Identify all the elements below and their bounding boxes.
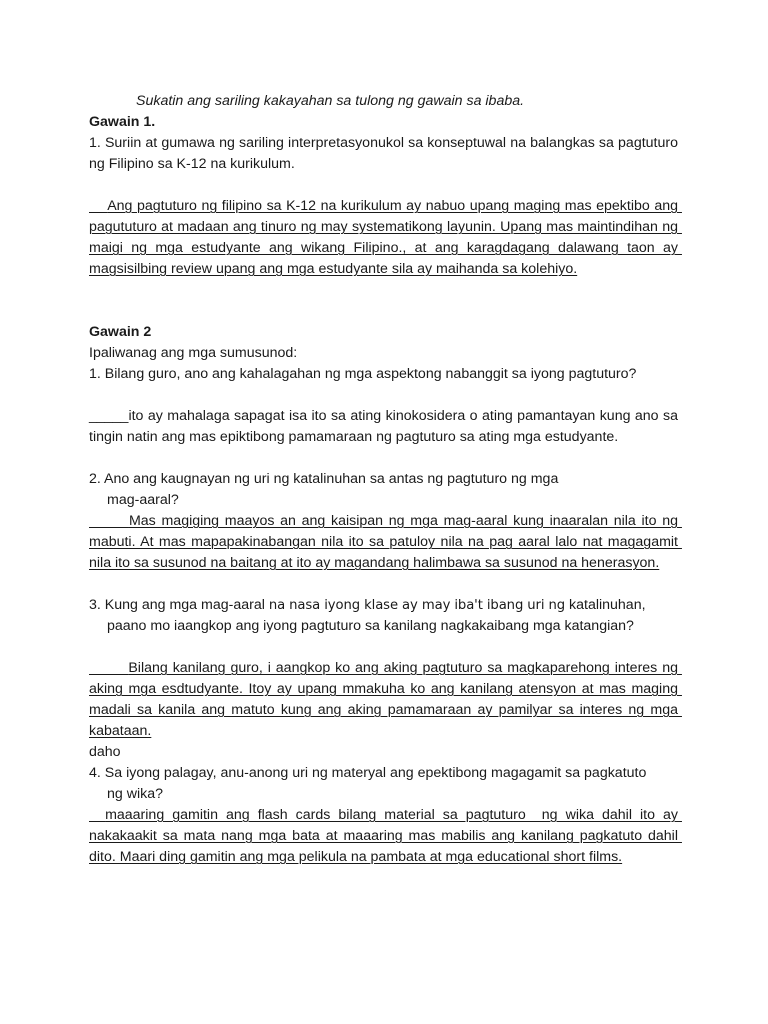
gawain2-question-2-line1: 2. Ano ang kaugnayan ng uri ng katalinuhan sa antas ng pagtuturo ng mga bbox=[89, 471, 559, 487]
gawain2-question-4-line1: 4. Sa iyong palagay, anu-anong uri ng materyal ang epektibong magagamit sa pagkatuto bbox=[89, 765, 647, 781]
gawain2-question-3-line1 bbox=[89, 595, 678, 616]
q3-part3: katalinuhan, bbox=[565, 597, 646, 613]
gawain2-instruction: Ipaliwanag ang mga sumusunod: bbox=[89, 345, 298, 361]
gawain2-question-4-line2: ng wika? bbox=[107, 786, 163, 802]
gawain1-answer-text: Ang pagtuturo ng filipino sa K-12 na kurikulum ay nabuo upang maging mas epektibo ang pagututuro at madaan ang tinuro ng may systematikong layunin. Upang mas maintindihan ng maigi ng mga estudyante ang wikang Filipino., at ang karagdagang dalawang taon ay magsisilbing review upang ang mga estudyante sila ay maihanda sa kolehiyo. bbox=[89, 198, 682, 277]
gawain2-question-2-line2: mag-aaral? bbox=[107, 492, 179, 508]
gawain2-question-1: 1. Bilang guro, ano ang kahalagahan ng mga aspektong nabanggit sa iyong pagtuturo? bbox=[89, 366, 637, 382]
gawain2-answer-3 bbox=[89, 658, 682, 742]
gawain2-question-3-line2: paano mo iaangkop ang iyong pagtuturo sa kanilang nagkakaibang mga katangian? bbox=[107, 618, 634, 634]
document-page bbox=[89, 91, 682, 868]
gawain2-answer-1: _____ito ay mahalaga sapagat isa ito sa ating kinokosidera o ating pamantayan kung ano sa tingin natin ang mas epiktibong pamamaraan ng pagtuturo sa ating mga estudyante. bbox=[89, 408, 678, 445]
gawain2-heading: Gawain 2 bbox=[89, 324, 152, 340]
q3-part2: na nasa iyong klase ay may iba't ibang uri ng bbox=[268, 598, 566, 613]
gawain1-answer bbox=[89, 196, 682, 280]
gawain1-question: 1. Suriin at gumawa ng sariling interpretasyonukol sa konseptuwal na balangkas sa pagtuturo ng Filipino sa K-12 na kurikulum. bbox=[89, 135, 678, 172]
gawain2-answer-2-text: Mas magiging maayos an ang kaisipan ng mga mag-aaral kung inaaralan nila ito ng mabuti. At mas mapapakinabangan nila ito sa patuloy nila na pag aaral lalo nat magagamit nila ito sa susunod na baitang at ito ay magandang halimbawa sa susunod na henerasyon. bbox=[89, 513, 682, 571]
gawain2-answer-4 bbox=[89, 805, 682, 868]
stray-text: daho bbox=[89, 744, 121, 760]
gawain2-answer-2 bbox=[89, 511, 682, 574]
gawain2-answer-3-text: Bilang kanilang guro, i aangkop ko ang aking pagtuturo sa magkaparehong interes ng aking mga esdtudyante. Itoy ay upang mmakuha ko ang kanilang atensyon at mas maging madali sa kanila ang matuto kung ang aking pamamaraan ay pamilyar sa interes ng mga kabataan. bbox=[89, 660, 682, 739]
gawain2-answer-4-text: maaaring gamitin ang flash cards bilang material sa pagtuturo ng wika dahil ito ay nakakaakit sa mata nang mga bata at maaaring mas mabilis ang kanilang pagkatuto dahil dito. Maari ding gamitin ang mga pelikula na pambata at mga educational short films. bbox=[89, 807, 682, 865]
q3-part1: 3. Kung ang mga mag-aaral bbox=[89, 597, 269, 613]
gawain1-heading: Gawain 1. bbox=[89, 114, 156, 130]
intro-text: Sukatin ang sariling kakayahan sa tulong ng gawain sa ibaba. bbox=[136, 93, 525, 109]
